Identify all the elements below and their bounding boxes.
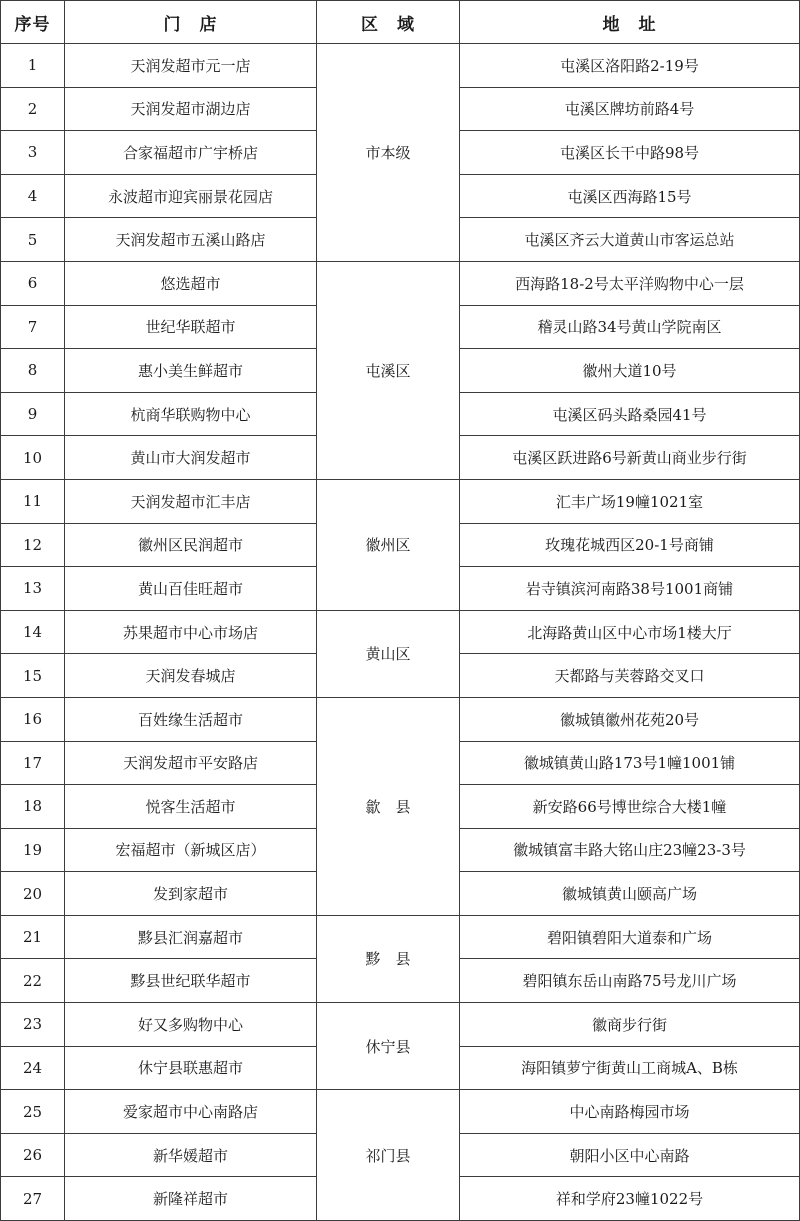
row-no: 3 xyxy=(1,131,65,175)
header-no: 序号 xyxy=(1,1,65,44)
row-address: 天都路与芙蓉路交叉口 xyxy=(460,654,800,698)
header-row xyxy=(1,1,800,44)
row-store: 黄山市大润发超市 xyxy=(65,436,317,480)
row-address: 屯溪区码头路桑园41号 xyxy=(460,392,800,436)
row-no: 21 xyxy=(1,915,65,959)
row-address: 徽商步行街 xyxy=(460,1003,800,1047)
region-cell: 休宁县 xyxy=(317,1003,460,1090)
row-store: 天润发超市平安路店 xyxy=(65,741,317,785)
row-address: 徽城镇富丰路大铭山庄23幢23-3号 xyxy=(460,828,800,872)
row-store: 惠小美生鲜超市 xyxy=(65,349,317,393)
row-address: 中心南路梅园市场 xyxy=(460,1090,800,1134)
row-store: 苏果超市中心市场店 xyxy=(65,610,317,654)
row-no: 13 xyxy=(1,567,65,611)
row-no: 24 xyxy=(1,1046,65,1090)
row-no: 27 xyxy=(1,1177,65,1221)
row-no: 25 xyxy=(1,1090,65,1134)
row-store: 好又多购物中心 xyxy=(65,1003,317,1047)
row-store: 世纪华联超市 xyxy=(65,305,317,349)
row-address: 西海路18-2号太平洋购物中心一层 xyxy=(460,261,800,305)
row-store: 徽州区民润超市 xyxy=(65,523,317,567)
row-no: 8 xyxy=(1,349,65,393)
row-no: 26 xyxy=(1,1133,65,1177)
row-address: 北海路黄山区中心市场1楼大厅 xyxy=(460,610,800,654)
header-store: 门 店 xyxy=(65,1,317,44)
row-address: 玫瑰花城西区20-1号商铺 xyxy=(460,523,800,567)
table-row xyxy=(1,479,800,523)
row-address: 屯溪区长干中路98号 xyxy=(460,131,800,175)
row-address: 屯溪区齐云大道黄山市客运总站 xyxy=(460,218,800,262)
row-no: 23 xyxy=(1,1003,65,1047)
row-address: 碧阳镇碧阳大道泰和广场 xyxy=(460,915,800,959)
region-cell: 黄山区 xyxy=(317,610,460,697)
row-store: 新隆祥超市 xyxy=(65,1177,317,1221)
row-store: 百姓缘生活超市 xyxy=(65,697,317,741)
row-address: 徽城镇徽州花苑20号 xyxy=(460,697,800,741)
row-store: 永波超市迎宾丽景花园店 xyxy=(65,174,317,218)
row-no: 11 xyxy=(1,479,65,523)
row-no: 17 xyxy=(1,741,65,785)
row-address: 海阳镇萝宁街黄山工商城A、B栋 xyxy=(460,1046,800,1090)
row-no: 10 xyxy=(1,436,65,480)
row-no: 15 xyxy=(1,654,65,698)
region-cell: 黟 县 xyxy=(317,915,460,1002)
row-store: 新华媛超市 xyxy=(65,1133,317,1177)
row-store: 黟县汇润嘉超市 xyxy=(65,915,317,959)
table-row xyxy=(1,697,800,741)
row-address: 朝阳小区中心南路 xyxy=(460,1133,800,1177)
row-no: 12 xyxy=(1,523,65,567)
region-cell: 徽州区 xyxy=(317,479,460,610)
header-region: 区 域 xyxy=(317,1,460,44)
row-store: 天润发春城店 xyxy=(65,654,317,698)
row-no: 4 xyxy=(1,174,65,218)
row-store: 发到家超市 xyxy=(65,872,317,916)
row-no: 20 xyxy=(1,872,65,916)
row-store: 黄山百佳旺超市 xyxy=(65,567,317,611)
row-no: 6 xyxy=(1,261,65,305)
row-no: 22 xyxy=(1,959,65,1003)
region-cell: 歙 县 xyxy=(317,697,460,915)
row-store: 天润发超市元一店 xyxy=(65,44,317,88)
row-address: 碧阳镇东岳山南路75号龙川广场 xyxy=(460,959,800,1003)
row-no: 19 xyxy=(1,828,65,872)
row-address: 汇丰广场19幢1021室 xyxy=(460,479,800,523)
row-address: 屯溪区西海路15号 xyxy=(460,174,800,218)
row-store: 爱家超市中心南路店 xyxy=(65,1090,317,1134)
row-address: 岩寺镇滨河南路38号1001商铺 xyxy=(460,567,800,611)
row-no: 2 xyxy=(1,87,65,131)
table-row xyxy=(1,261,800,305)
row-no: 16 xyxy=(1,697,65,741)
row-address: 屯溪区跃进路6号新黄山商业步行街 xyxy=(460,436,800,480)
row-address: 徽城镇黄山颐高广场 xyxy=(460,872,800,916)
row-store: 合家福超市广宇桥店 xyxy=(65,131,317,175)
row-store: 悠选超市 xyxy=(65,261,317,305)
row-no: 1 xyxy=(1,44,65,88)
row-address: 徽州大道10号 xyxy=(460,349,800,393)
row-no: 7 xyxy=(1,305,65,349)
table-row xyxy=(1,1003,800,1047)
table-row xyxy=(1,915,800,959)
row-store: 杭商华联购物中心 xyxy=(65,392,317,436)
row-store: 宏福超市（新城区店） xyxy=(65,828,317,872)
row-store: 天润发超市五溪山路店 xyxy=(65,218,317,262)
row-store: 休宁县联惠超市 xyxy=(65,1046,317,1090)
region-cell: 市本级 xyxy=(317,44,460,262)
row-store: 黟县世纪联华超市 xyxy=(65,959,317,1003)
row-no: 9 xyxy=(1,392,65,436)
row-store: 悦客生活超市 xyxy=(65,785,317,829)
row-no: 5 xyxy=(1,218,65,262)
region-cell: 屯溪区 xyxy=(317,261,460,479)
row-address: 新安路66号博世综合大楼1幢 xyxy=(460,785,800,829)
row-no: 18 xyxy=(1,785,65,829)
row-no: 14 xyxy=(1,610,65,654)
header-address: 地 址 xyxy=(460,1,800,44)
row-address: 祥和学府23幢1022号 xyxy=(460,1177,800,1221)
table-row xyxy=(1,610,800,654)
row-address: 徽城镇黄山路173号1幢1001铺 xyxy=(460,741,800,785)
row-store: 天润发超市汇丰店 xyxy=(65,479,317,523)
table-row xyxy=(1,44,800,88)
row-address: 屯溪区洛阳路2-19号 xyxy=(460,44,800,88)
table-row xyxy=(1,1090,800,1134)
row-store: 天润发超市湖边店 xyxy=(65,87,317,131)
region-cell: 祁门县 xyxy=(317,1090,460,1221)
row-address: 稽灵山路34号黄山学院南区 xyxy=(460,305,800,349)
row-address: 屯溪区牌坊前路4号 xyxy=(460,87,800,131)
